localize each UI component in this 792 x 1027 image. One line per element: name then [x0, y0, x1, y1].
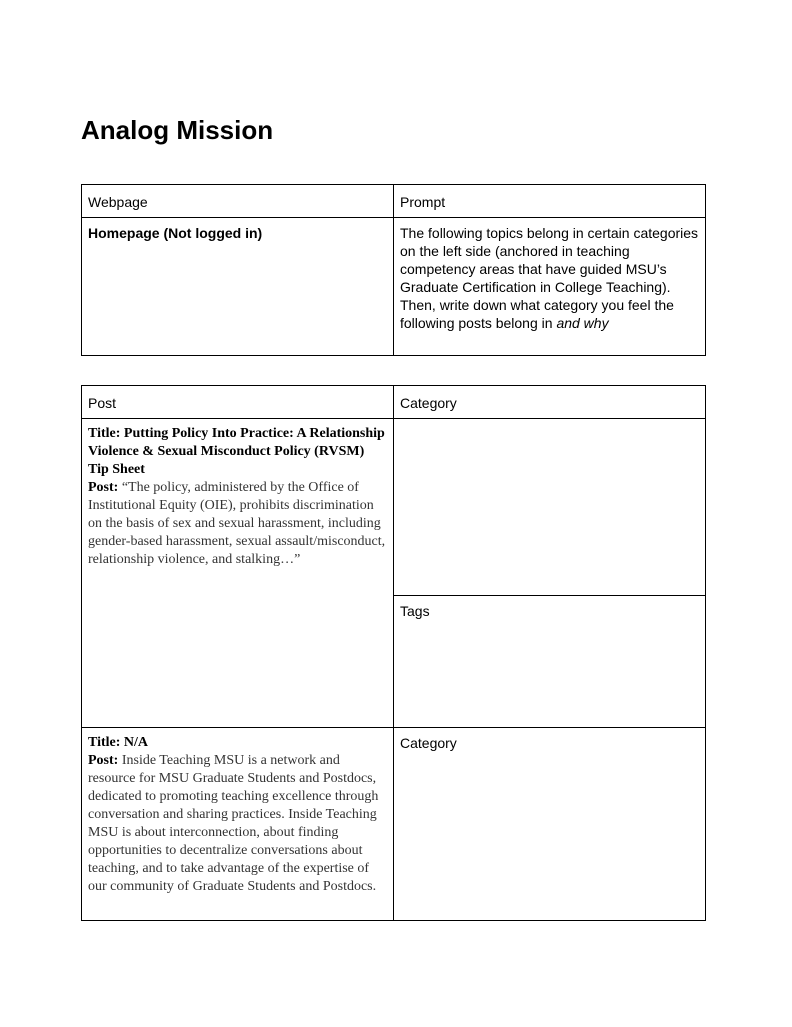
post-body: Inside Teaching MSU is a network and resource for MSU Graduate Students and Postdocs, dedicated to promoting teaching excellence through conversation and sharing practices. Inside Teaching MSU is about interconnection, about finding opportunities to decentralize conversations about teaching, and to take advantage of the expertise of our community of Graduate Students and Postdocs.	[88, 753, 379, 894]
post-label: Post:	[88, 480, 119, 495]
table-row	[82, 218, 706, 356]
post-title-value: N/A	[120, 735, 149, 750]
prompt-italic-text: and why	[556, 315, 609, 331]
post-title-label: Title:	[88, 426, 121, 441]
prompt-text: The following topics belong in certain categories on the left side (anchored in teaching competency areas that have guided MSU’s Graduate Certification in College Teaching). Then, write down what category you feel the following posts belong in	[400, 225, 699, 331]
post-title-value: Putting Policy Into Practice: A Relationship Violence & Sexual Misconduct Policy (RVSM) Tip Sheet	[88, 426, 385, 477]
tags-cell: Tags	[394, 596, 706, 728]
post-body: “The policy, administered by the Office of Institutional Equity (OIE), prohibits discrimination on the basis of sex and sexual harassment, including gender-based harassment, sexual assault/misconduct, relationship violence, and stalking…”	[88, 480, 386, 567]
table-row	[82, 419, 706, 596]
table-row	[82, 728, 706, 921]
header-prompt: Prompt	[394, 185, 706, 218]
post-title	[88, 426, 385, 477]
table-header-row	[82, 185, 706, 218]
header-webpage: Webpage	[82, 185, 394, 218]
post-title	[88, 735, 148, 750]
webpage-prompt-table	[81, 184, 706, 356]
post-cell	[82, 728, 394, 921]
post-label: Post:	[88, 753, 119, 768]
table-header-row	[82, 386, 706, 419]
category-cell	[394, 419, 706, 596]
header-category: Category	[394, 386, 706, 419]
page-title: Analog Mission	[81, 115, 274, 145]
post-cell	[82, 419, 394, 728]
category-cell: Category	[394, 728, 706, 921]
post-category-table	[81, 385, 706, 921]
header-post: Post	[82, 386, 394, 419]
post-title-label: Title:	[88, 735, 121, 750]
webpage-cell: Homepage (Not logged in)	[82, 218, 394, 356]
prompt-cell	[394, 218, 706, 356]
